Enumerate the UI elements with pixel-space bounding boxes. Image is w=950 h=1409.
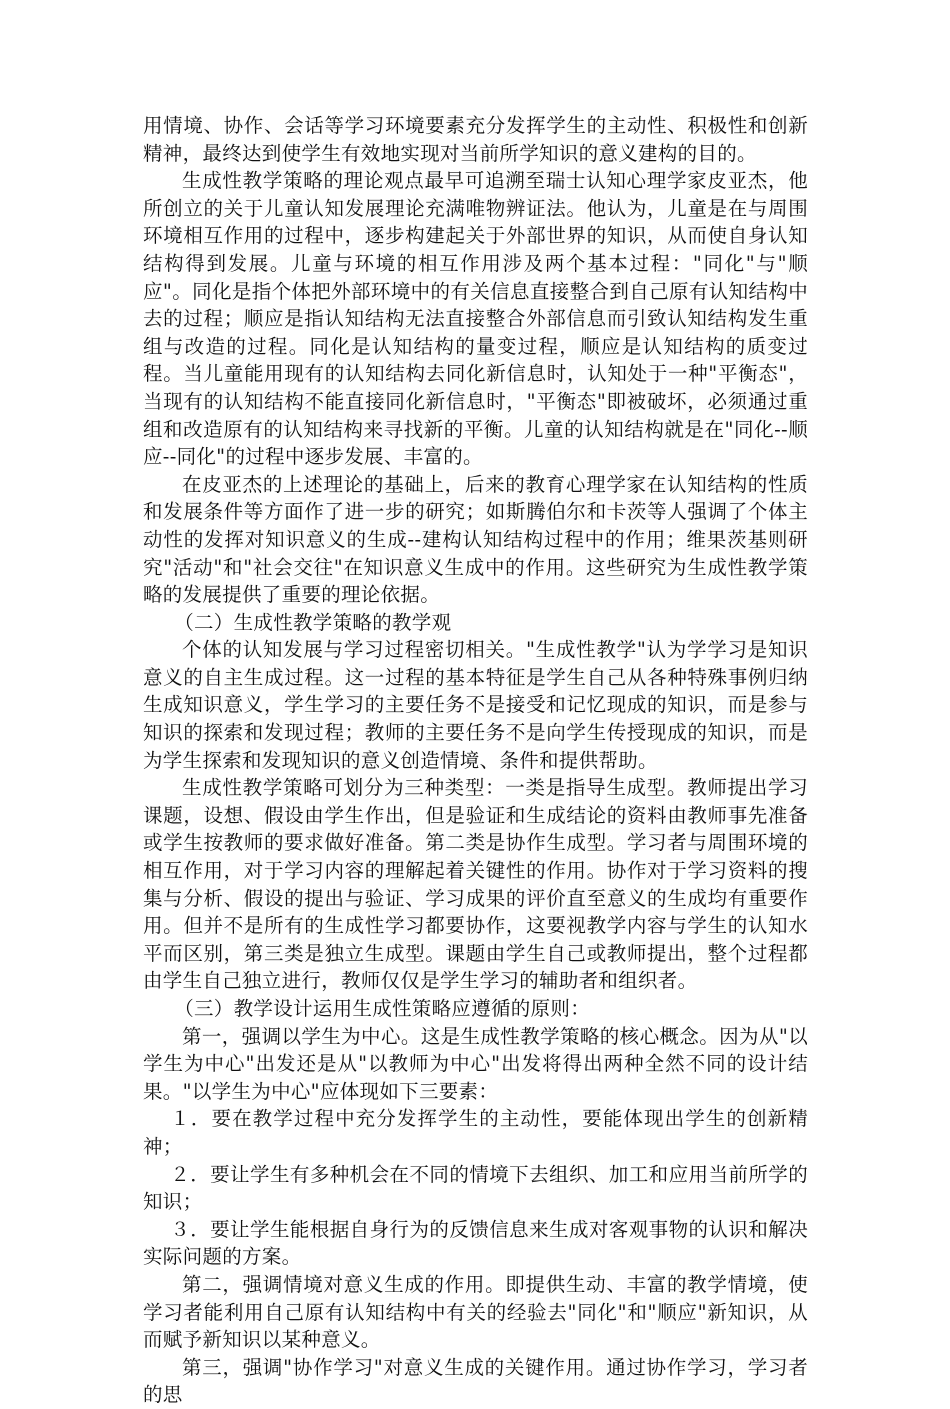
paragraph-principle-three: 第三，强调"协作学习"对意义生成的关键作用。通过协作学习，学习者的思 (143, 1355, 808, 1407)
paragraph-continued: 用情境、协作、会话等学习环境要素充分发挥学生的主动性、积极性和创新精神，最终达到使学生有效地实现对当前所学知识的意义建构的目的。 (143, 114, 808, 165)
paragraph-principle-two: 第二，强调情境对意义生成的作用。即提供生动、丰富的教学情境，使学习者能利用自己原有认知结构中有关的经验去"同化"和"顺应"新知识，从而赋予新知识以某种意义。 (143, 1272, 808, 1352)
list-item: ２．要让学生有多种机会在不同的情境下去组织、加工和应用当前所学的知识； (143, 1162, 808, 1214)
paragraph-piaget-theory: 生成性教学策略的理论观点最早可追溯至瑞士认知心理学家皮亚杰，他所创立的关于儿童认知发展理论充满唯物辨证法。他认为，儿童是在与周围环境相互作用的过程中，逐步构建起关于外部世界的知识，从而使自身认知结构得到发展。儿童与环境的相互作用涉及两个基本过程："同化"与"顺应"。同化是指个体把外部环境中的有关信息直接整合到自己原有认知结构中去的过程；顺应是指认知结构无法直接整合外部信息而引致认知结构发生重组与改造的过程。同化是认知结构的量变过程，顺应是认知结构的质变过程。当儿童能用现有的认知结构去同化新信息时，认知处于一种"平衡态"，当现有的认知结构不能直接同化新信息时，"平衡态"即被破坏，必须通过重组和改造原有的认知结构来寻找新的平衡。儿童的认知结构就是在"同化--顺应--同化"的过程中逐步发展、丰富的。 (143, 169, 808, 469)
section-heading-teaching-view: （二）生成性教学策略的教学观 (174, 610, 452, 634)
document-page (143, 112, 808, 1409)
paragraph-three-types: 生成性教学策略可划分为三种类型：一类是指导生成型。教师提出学习课题，设想、假设由学生作出，但是验证和生成结论的资料由教师事先准备或学生按教师的要求做好准备。第二类是协作生成型。学习者与周围环境的相互作用，对于学习内容的理解起着关键性的作用。协作对于学习资料的搜集与分析、假设的提出与验证、学习成果的评价直至意义的生成均有重要作用。但并不是所有的生成性学习都要协作，这要视教学内容与学生的认知水平而区别，第三类是独立生成型。课题由学生自己或教师提出，整个过程都由学生自己独立进行，教师仅仅是学生学习的辅助者和组织者。 (143, 776, 808, 993)
paragraph-principle-one: 第一，强调以学生为中心。这是生成性教学策略的核心概念。因为从"以学生为中心"出发还是从"以教师为中心"出发将得出两种全然不同的设计结果。"以学生为中心"应体现如下三要素： (143, 1024, 808, 1103)
paragraph-later-research: 在皮亚杰的上述理论的基础上，后来的教育心理学家在认知结构的性质和发展条件等方面作了进一步的研究；如斯腾伯尔和卡茨等人强调了个体主动性的发挥对知识意义的生成--建构认知结构过程中的作用；维果茨基则研究"活动"和"社会交往"在知识意义生成中的作用。这些研究为生成性教学策略的发展提供了重要的理论依据。 (143, 472, 808, 607)
paragraph-learning-process: 个体的认知发展与学习过程密切相关。"生成性教学"认为学学习是知识意义的自主生成过程。这一过程的基本特征是学生自己从各种特殊事例归纳生成知识意义，学生学习的主要任务不是接受和记忆现成的知识，而是参与知识的探索和发现过程；教师的主要任务不是向学生传授现成的知识，而是为学生探索和发现知识的意义创造情境、条件和提供帮助。 (143, 638, 808, 772)
section-heading-principles: （三）教学设计运用生成性策略应遵循的原则： (174, 997, 590, 1020)
list-item: １．要在教学过程中充分发挥学生的主动性，要能体现出学生的创新精神； (143, 1107, 808, 1158)
list-item: ３．要让学生能根据自身行为的反馈信息来生成对客观事物的认识和解决实际问题的方案。 (143, 1217, 808, 1269)
